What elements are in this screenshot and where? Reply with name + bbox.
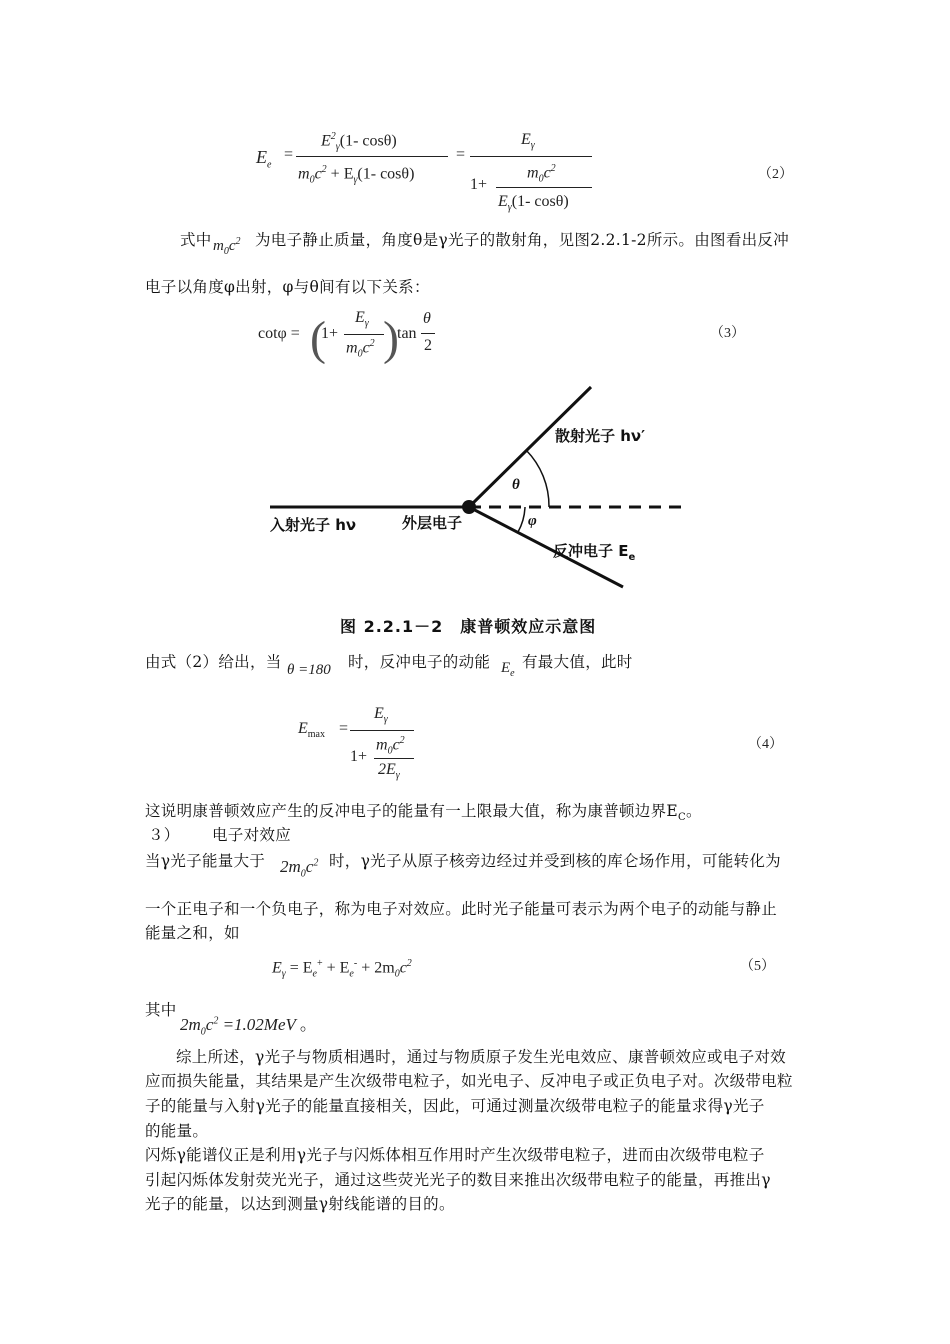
eq2-lhs-sub: e — [267, 159, 272, 171]
eq2-lhs: E — [256, 147, 267, 167]
para3-line1-sub: C — [678, 812, 686, 824]
para1-suffix: 为电子静止质量，角度θ是γ光子的散射角，见图2.2.1-2所示。由图看出反冲 — [255, 231, 790, 249]
eq2-den2-m: m — [527, 164, 539, 182]
figure-caption: 图 2.2.1－2 康普顿效应示意图 — [340, 617, 597, 636]
eq4-equals: = — [339, 720, 349, 737]
eq2-num1: E — [321, 132, 331, 150]
recoil-electron-label: 反冲电子 E — [553, 542, 629, 560]
para2-ee: E — [501, 660, 511, 676]
para2-ee-sub: e — [510, 668, 515, 679]
eq2-den2-e: E — [498, 193, 508, 210]
eq3-tan: tan — [397, 325, 417, 342]
eq2-fraction-bar-1 — [296, 156, 448, 157]
eq4-number: （4） — [748, 737, 783, 752]
eq5-e: E — [272, 959, 282, 977]
eq2-den2-one: 1+ — [470, 176, 488, 193]
para5-l2: 应而损失能量，其结果是产生次级带电粒子，如光电子、反冲电子或正负电子对。次级带电粒 — [145, 1072, 793, 1090]
eq2-num1-sup: 2 — [330, 131, 336, 142]
para2-c: 有最大值，此时 — [522, 653, 633, 671]
eq3-half-bar — [421, 333, 435, 334]
eq2-equals-2: = — [456, 146, 466, 163]
para4-prefix: 其中 — [145, 1001, 177, 1019]
eq2-den1-tail: (1- cosθ) — [357, 165, 415, 183]
para3-l3-math: 2m — [280, 857, 301, 876]
eq2-number: （2） — [758, 167, 793, 182]
para5-l7: 光子的能量，以达到测量γ射线能谱的目的。 — [145, 1195, 455, 1213]
para3-l3b: 时，γ光子从原子核旁边经过并受到核的库仑场作用，可能转化为 — [329, 852, 781, 870]
eq2-den1-sup: 2 — [321, 164, 327, 175]
eq4-lhs: E — [298, 720, 308, 737]
eq4-inner-m: m — [376, 736, 388, 754]
eq3-den-m: m — [346, 339, 358, 357]
eq2-den2-sup: 2 — [550, 163, 556, 174]
eq3-den-c: c — [362, 339, 370, 357]
para2-a: 由式（2）给出，当 — [145, 653, 282, 671]
eq5-mid: = E — [289, 959, 313, 977]
phi-label: φ — [528, 513, 537, 529]
eq5-minus-sup: - — [353, 958, 358, 969]
eq5-tail: + 2m — [361, 959, 395, 977]
eq3-paren-left: ( — [310, 312, 326, 365]
para5-l4: 的能量。 — [145, 1122, 209, 1140]
para2-theta-eq: θ =180 — [287, 662, 331, 678]
eq4-inner-c: c — [392, 736, 400, 754]
theta-arc — [526, 450, 549, 507]
eq5-plus: + E — [326, 959, 350, 977]
eq3-lhs: cotφ = — [258, 325, 300, 342]
eq3-number: （3） — [710, 326, 745, 341]
phi-arc — [518, 507, 525, 532]
eq5-plus-sup: + — [316, 958, 323, 969]
eq2-den2-tail: (1- cosθ) — [511, 193, 569, 210]
para5-l1: 综上所述，γ光子与物质相遇时，通过与物质原子发生光电效应、康普顿效应或电子对效 — [176, 1048, 786, 1066]
eq2-num1-tail: (1- cosθ) — [339, 132, 397, 150]
eq2-den2-zero: 0 — [538, 173, 544, 185]
para3-l3a: 当γ光子能量大于 — [145, 852, 266, 870]
section-number: ３） — [148, 826, 180, 844]
eq4-inner-den: 2E — [378, 761, 396, 778]
section-heading: 电子对效应 — [212, 826, 292, 844]
para3-l5: 能量之和，如 — [145, 924, 240, 942]
eq2-fraction-bar-3 — [496, 187, 592, 188]
eq2-num1-gamma: γ — [335, 141, 340, 153]
incident-photon-label: 入射光子 hν — [270, 516, 357, 534]
eq2-den1-c: c — [314, 165, 322, 183]
eq2-den2-gamma: γ — [507, 202, 512, 214]
eq3-paren-right: ) — [383, 312, 399, 365]
eq3-one-plus: 1+ — [321, 325, 339, 342]
outer-electron-label: 外层电子 — [402, 514, 463, 532]
eq2-den1-m: m — [298, 165, 310, 183]
eq2-num2-gamma: γ — [530, 140, 535, 152]
eq4-fraction-bar — [350, 730, 414, 731]
para5-l6: 引起闪烁体发射荧光光子，通过这些荧光光子的数目来推出次级带电粒子的能量，再推出γ — [145, 1171, 771, 1189]
eq2-den1-plus: + E — [330, 165, 354, 183]
eq5-number: （5） — [740, 959, 775, 974]
eq4-inner-bar — [374, 758, 414, 759]
para1-line2: 电子以角度φ出射，φ与θ间有以下关系： — [145, 278, 430, 296]
electron-dot — [462, 500, 476, 514]
para1-prefix: 式中 — [180, 231, 212, 249]
eq4-lhs-sub: max — [307, 729, 325, 741]
theta-label: θ — [512, 477, 520, 493]
eq2-num2: E — [521, 131, 531, 148]
eq2-equals: = — [284, 146, 294, 163]
para4-val: =1.02MeV — [222, 1015, 296, 1034]
eq3-num: E — [355, 309, 365, 326]
eq2-den2-c: c — [543, 164, 551, 182]
para5-l5: 闪烁γ能谱仪正是利用γ光子与闪烁体相互作用时产生次级带电粒子，进而由次级带电粒子 — [145, 1146, 765, 1164]
scattered-photon-line — [469, 387, 591, 507]
para4-math: 2m — [180, 1015, 201, 1034]
eq2-den1-zero: 0 — [309, 174, 315, 186]
eq2-fraction-bar-2 — [470, 156, 592, 157]
eq3-two: 2 — [424, 337, 432, 354]
para2-b: 时，反冲电子的动能 — [348, 653, 491, 671]
eq3-fraction-bar — [344, 334, 384, 335]
para4-end: 。 — [299, 1015, 317, 1034]
para3-l4: 一个正电子和一个负电子，称为电子对效应。此时光子能量可表示为两个电子的动能与静止 — [145, 900, 778, 918]
eq2-den1-gamma: γ — [353, 174, 358, 186]
para5-l3: 子的能量与入射γ光子的能量直接相关，因此，可通过测量次级带电粒子的能量求得γ光子 — [145, 1097, 765, 1115]
eq4-num: E — [374, 705, 384, 722]
eq4-one-plus: 1+ — [350, 748, 368, 765]
scattered-photon-label: 散射光子 hν′ — [555, 427, 646, 445]
para3-line1: 这说明康普顿效应产生的反冲电子的能量有一上限最大值，称为康普顿边界E — [145, 802, 679, 820]
compton-diagram — [250, 380, 700, 610]
recoil-electron-sub: e — [628, 552, 636, 563]
eq3-theta: θ — [423, 310, 431, 327]
para3-line1-end: 。 — [685, 802, 702, 820]
